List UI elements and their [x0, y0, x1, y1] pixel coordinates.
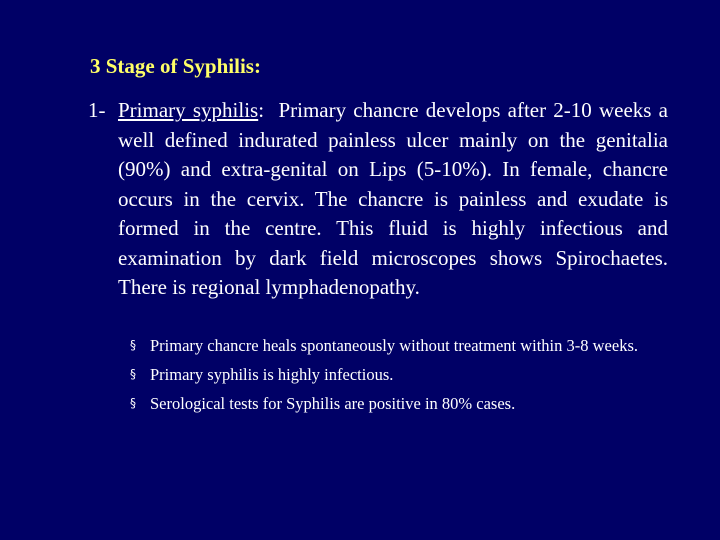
- bullet-text: Primary syphilis is highly infectious.: [150, 365, 394, 384]
- point-heading: Primary syphilis: [118, 98, 259, 122]
- bullet-item: [130, 392, 675, 415]
- bullet-list: [130, 334, 675, 421]
- point-number: 1-: [88, 98, 106, 122]
- square-bullet-icon: §: [130, 396, 136, 410]
- slide-title: 3 Stage of Syphilis:: [90, 54, 261, 78]
- square-bullet-icon: §: [130, 367, 136, 381]
- square-bullet-icon: §: [130, 338, 136, 352]
- bullet-text: Primary chancre heals spontaneously without treatment within 3-8 weeks.: [150, 336, 638, 355]
- bullet-item: [130, 363, 675, 386]
- bullet-item: [130, 334, 675, 357]
- point-body: [118, 96, 668, 303]
- numbered-point: [88, 96, 668, 303]
- bullet-text: Serological tests for Syphilis are positive in 80% cases.: [150, 394, 516, 413]
- point-heading-suffix: :: [258, 98, 265, 122]
- point-text: Primary chancre develops after 2-10 weeks a well defined indurated painless ulcer mainly on the genitalia (90%) and extra-genital on Lips (5-10%). In female, chancre occurs in the cervix. The chancre is painless and exudate is formed in the centre. This fluid is highly infectious and examination by dark field microscopes shows Spirochaetes. There is regional lymphadenopathy.: [118, 98, 668, 299]
